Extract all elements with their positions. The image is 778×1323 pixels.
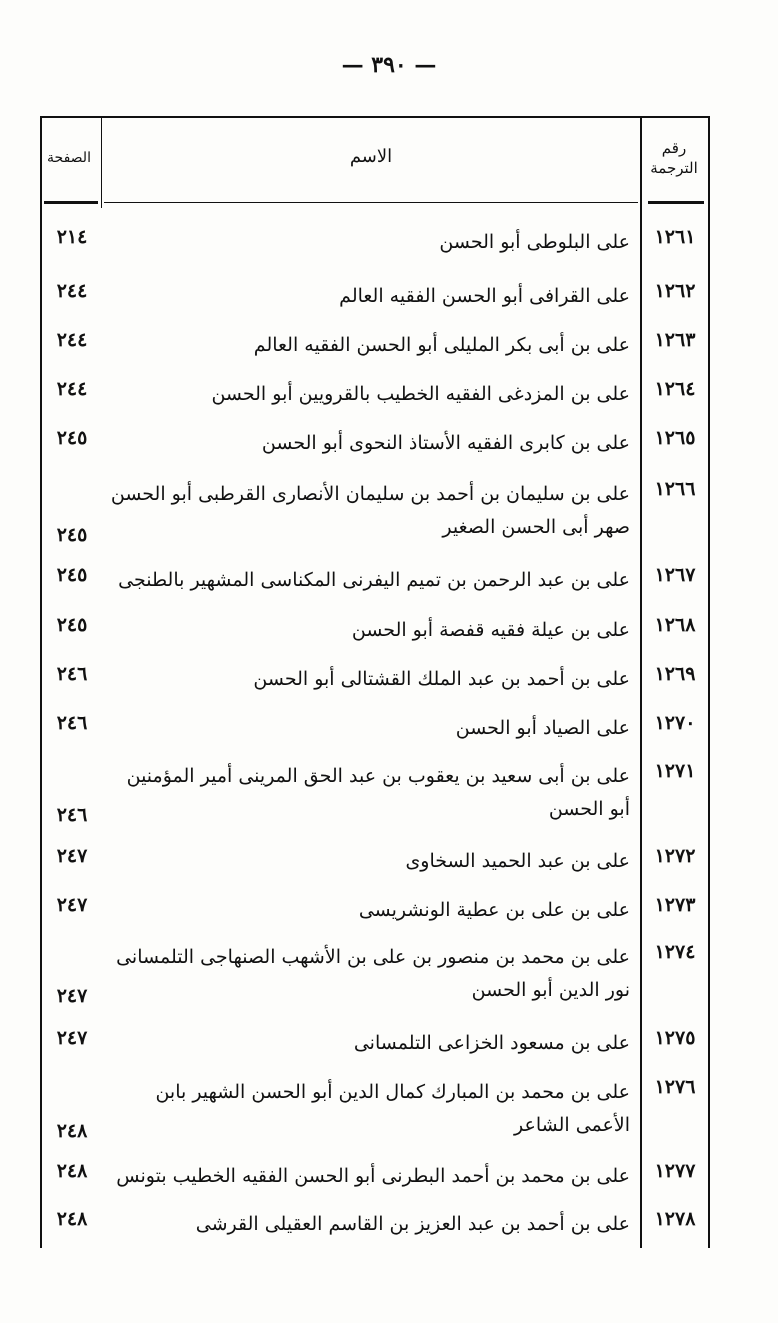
top-rule bbox=[40, 116, 710, 118]
entry-name: على بن عبد الرحمن بن تميم اليفرنى المكناسى المشهير بالطنجى bbox=[118, 569, 630, 591]
entry-number: ١٢٧٦ bbox=[654, 1076, 696, 1098]
entry-page: ٢٤٥ bbox=[56, 524, 88, 546]
header-underline-number bbox=[648, 201, 704, 204]
entry-name: على بن محمد بن منصور بن على بن الأشهب الصنهاجى التلمسانى نور الدين أبو الحسن bbox=[116, 946, 630, 1001]
entry-page: ٢٤٤ bbox=[56, 378, 88, 400]
entry-number: ١٢٧٣ bbox=[654, 894, 696, 916]
column-header-name: الاسم bbox=[349, 146, 393, 167]
entry-page: ٢٤٤ bbox=[56, 329, 88, 351]
entry-page: ٢٤٦ bbox=[56, 712, 88, 734]
entry-number: ١٢٦١ bbox=[654, 226, 696, 248]
entry-name: على القرافى أبو الحسن الفقيه العالم bbox=[339, 285, 630, 307]
page-number: — ٣٩٠ — bbox=[341, 52, 437, 78]
entry-number: ١٢٧٥ bbox=[654, 1027, 696, 1049]
entry-page: ٢٤٨ bbox=[56, 1160, 88, 1182]
entry-page: ٢٤٧ bbox=[56, 845, 88, 867]
entry-page: ٢٤٥ bbox=[56, 564, 88, 586]
column-header-number: رقم الترجمة bbox=[650, 139, 698, 177]
entry-number: ١٢٦٢ bbox=[654, 280, 696, 302]
entry-number: ١٢٦٧ bbox=[654, 564, 696, 586]
entry-number: ١٢٧٠ bbox=[654, 712, 696, 734]
entry-name: على بن سليمان بن أحمد بن سليمان الأنصارى القرطبى أبو الحسن صهر أبى الحسن الصغير bbox=[110, 483, 630, 538]
entry-number: ١٢٦٩ bbox=[654, 663, 696, 685]
entry-name: على بن عيلة فقيه قفصة أبو الحسن bbox=[351, 619, 630, 641]
entry-number: ١٢٦٨ bbox=[654, 614, 696, 636]
entry-page: ٢٤٨ bbox=[56, 1208, 88, 1230]
entry-name: على بن أحمد بن عبد الملك القشتالى أبو الحسن bbox=[253, 668, 630, 690]
entry-number: ١٢٧٤ bbox=[654, 941, 696, 963]
entry-name: على بن أحمد بن عبد العزيز بن القاسم العقيلى القرشى bbox=[195, 1213, 630, 1235]
entry-name: على بن على بن عطية الونشريسى bbox=[358, 899, 630, 921]
entry-name: على بن أبى بكر المليلى أبو الحسن الفقيه العالم bbox=[253, 334, 630, 356]
entry-page: ٢١٤ bbox=[56, 226, 88, 248]
entry-page: ٢٤٨ bbox=[56, 1120, 88, 1142]
entry-page: ٢٤٥ bbox=[56, 427, 88, 449]
entry-number: ١٢٧٧ bbox=[654, 1160, 696, 1182]
entry-number: ١٢٧٢ bbox=[654, 845, 696, 867]
entry-number: ١٢٦٤ bbox=[654, 378, 696, 400]
divider-name-number bbox=[640, 118, 642, 1248]
entry-page: ٢٤٥ bbox=[56, 614, 88, 636]
header-underline-name bbox=[104, 202, 638, 203]
entry-name: على بن عبد الحميد السخاوى bbox=[405, 850, 630, 872]
divider-page-name bbox=[101, 118, 102, 208]
entry-page: ٢٤٦ bbox=[56, 663, 88, 685]
entry-name: على بن محمد بن أحمد البطرنى أبو الحسن الفقيه الخطيب بتونس bbox=[116, 1165, 630, 1187]
right-border bbox=[708, 118, 710, 1248]
entry-number: ١٢٧٨ bbox=[654, 1208, 696, 1230]
entry-page: ٢٤٧ bbox=[56, 985, 88, 1007]
entry-number: ١٢٧١ bbox=[654, 760, 696, 782]
header-underline-page bbox=[44, 201, 98, 204]
entry-name: على الصياد أبو الحسن bbox=[455, 717, 630, 739]
entry-name: على بن أبى سعيد بن يعقوب بن عبد الحق المرينى أمير المؤمنين أبو الحسن bbox=[126, 765, 630, 820]
entry-page: ٢٤٧ bbox=[56, 1027, 88, 1049]
entry-page: ٢٤٧ bbox=[56, 894, 88, 916]
entry-page: ٢٤٦ bbox=[56, 804, 88, 826]
entry-name: على بن كابرى الفقيه الأستاذ النحوى أبو الحسن bbox=[261, 432, 630, 454]
left-border bbox=[40, 118, 42, 1248]
entry-name: على بن محمد بن المبارك كمال الدين أبو الحسن الشهير بابن الأعمى الشاعر bbox=[155, 1081, 630, 1136]
entry-number: ١٢٦٥ bbox=[654, 427, 696, 449]
entry-number: ١٢٦٦ bbox=[654, 478, 696, 500]
entry-name: على بن المزدغى الفقيه الخطيب بالقرويين أبو الحسن bbox=[211, 383, 630, 405]
entry-number: ١٢٦٣ bbox=[654, 329, 696, 351]
entry-page: ٢٤٤ bbox=[56, 280, 88, 302]
entry-name: على البلوطى أبو الحسن bbox=[439, 231, 630, 253]
entry-name: على بن مسعود الخزاعى التلمسانى bbox=[353, 1032, 630, 1054]
column-header-page: الصفحة bbox=[47, 150, 91, 166]
